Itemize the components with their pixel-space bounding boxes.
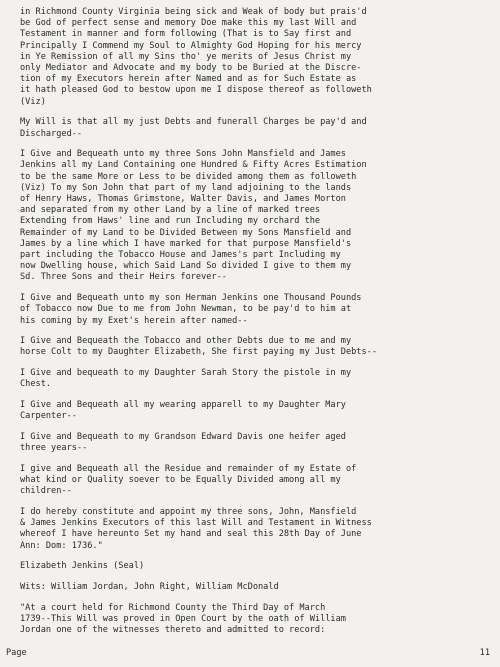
paragraph-court-record: "At a court held for Richmond County the Third Day of March 1739--This Will was proved in Open Court by the oath of William Jordan one of the witnesses thereto and admitted to record: xyxy=(20,602,346,636)
paragraph-elizabeth: I Give and Bequeath the Tobacco and other Debts due to me and my horse Colt to my Daughter Elizabeth, She first paying my Just Debts-- xyxy=(20,336,377,358)
paragraph-sarah: I Give and bequeath to my Daughter Sarah Story the pistole in my Chest. xyxy=(20,368,352,390)
signature-line: Elizabeth Jenkins (Seal) xyxy=(20,561,145,572)
paragraph-mary: I Give and Bequeath all my wearing apparell to my Daughter Mary Carpenter-- xyxy=(20,400,346,422)
paragraph-residue: I give and Bequeath all the Residue and remainder of my Estate of what kind or Quality soever to be Equally Divided among all my children-- xyxy=(20,463,357,497)
paragraph-debts: My Will is that all my just Debts and funerall Charges be pay'd and Discharged-- xyxy=(20,117,367,139)
footer-page-label: Page xyxy=(6,648,27,658)
paragraph-edward: I Give and Bequeath to my Grandson Edward Davis one heifer aged three years-- xyxy=(20,432,346,454)
page-footer xyxy=(6,648,490,662)
document-page xyxy=(20,7,495,636)
paragraph-preamble: in Richmond County Virginia being sick and Weak of body but prais'd be God of perfect sense and memory Doe make this my last Will and Testament in manner and form following (That is to Say first and Principally I Commend my Soul to Almighty God Hoping for his mercy in Ye Remission of all my Sins tho' ye merits of Jesus Christ my only Mediator and Advocate and my body to be Buried at the Discre- tion of my Executors herein after Named and as for Such Estate as it hath pleased God to bestow upon me I dispose thereof as followeth (Viz) xyxy=(20,7,372,107)
footer-page-number: 11 xyxy=(479,648,490,658)
witnesses-line: Wits: William Jordan, John Right, William McDonald xyxy=(20,582,279,593)
paragraph-tobacco-herman: I Give and Bequeath unto my son Herman Jenkins one Thousand Pounds of Tobacco now Due to me from John Newman, to be pay'd to him at his coming by my Exet's herein after named-- xyxy=(20,293,362,326)
paragraph-land-bequest: I Give and Bequeath unto my three Sons John Mansfield and James Jenkins all my Land Containing one Hundred & Fifty Acres Estimation to be the same More or Less to be divided among them as followeth (Viz) To my Son John that part of my land adjoining to the lands of Henry Haws, Thomas Grimstone, Walter Davis, and James Morton and separated from my other Land by a line of marked trees Extending from Haws' line and run Including my orchard the Remainder of my Land to be Divided Between my Sons Mansfield and James by a line which I have marked for that purpose Mansfield's part including the Tobacco House and James's part Including my now Dwelling house, which Said Land So divided I give to them my Sd. Three Sons and their Heirs forever-- xyxy=(20,149,367,283)
paragraph-executors: I do hereby constitute and appoint my three sons, John, Mansfield & James Jenkins Executors of this last Will and Testament in Witness whereof I have hereunto Set my hand and seal this 28th Day of June Ann: Dom: 1736." xyxy=(20,507,372,551)
